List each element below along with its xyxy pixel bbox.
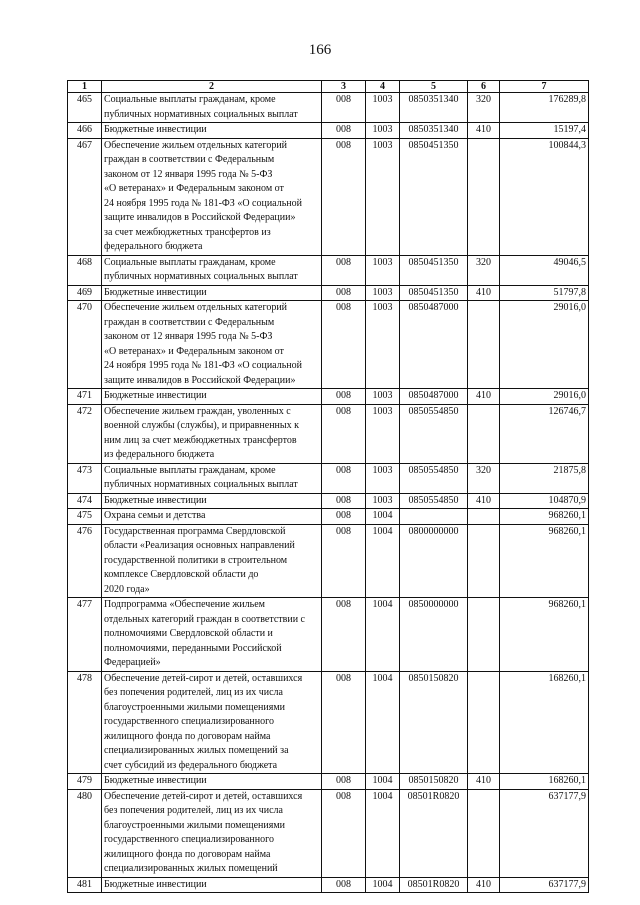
table-row [68, 774, 589, 790]
row-section-cell: 1003 [366, 493, 400, 509]
row-name-line: Бюджетные инвестиции [104, 775, 207, 786]
row-name-line: Охрана семьи и детства [104, 510, 206, 521]
row-amount-cell: 968260,1 [500, 598, 589, 672]
row-section-cell: 1003 [366, 255, 400, 285]
row-name-line: «О ветеранах» и Федеральным законом от [104, 345, 284, 357]
row-name-line: благоустроенными жилыми помещениями [104, 701, 286, 713]
table-row [68, 789, 589, 877]
row-section-cell: 1003 [366, 404, 400, 463]
table-row [68, 255, 589, 285]
row-amount-cell: 637177,9 [500, 877, 589, 893]
table-row [68, 301, 589, 389]
row-expense-type-cell [468, 509, 500, 525]
row-name-cell [102, 877, 322, 893]
row-target-article-cell: 08501R0820 [400, 789, 468, 877]
row-amount-cell: 21875,8 [500, 463, 589, 493]
table-row [68, 509, 589, 525]
row-name-line: отдельных категорий граждан в соответствии с [104, 613, 305, 625]
row-name-cell [102, 774, 322, 790]
table-row [68, 389, 589, 405]
row-name-line: Обеспечение детей-сирот и детей, оставшихся [104, 672, 303, 684]
row-target-article-cell: 0850451350 [400, 255, 468, 285]
row-target-article-cell: 0850351340 [400, 93, 468, 123]
row-name-line: 24 ноября 1995 года № 181-ФЗ «О социальной [104, 360, 302, 371]
row-target-article-cell: 0850487000 [400, 389, 468, 405]
row-expense-type-cell [468, 789, 500, 877]
row-number-cell: 469 [68, 285, 102, 301]
row-number-cell: 479 [68, 774, 102, 790]
row-amount-cell: 49046,5 [500, 255, 589, 285]
row-amount-cell: 104870,9 [500, 493, 589, 509]
row-expense-type-cell: 410 [468, 774, 500, 790]
row-name-line: Бюджетные инвестиции [104, 390, 207, 401]
row-name-line: полномочиями, переданными Российской [104, 642, 282, 654]
row-amount-cell: 29016,0 [500, 389, 589, 405]
row-section-cell: 1004 [366, 774, 400, 790]
row-number-cell: 476 [68, 524, 102, 598]
row-target-article-cell: 08501R0820 [400, 877, 468, 893]
header-cell-4: 4 [366, 81, 400, 93]
row-section-cell: 1003 [366, 285, 400, 301]
row-target-article-cell: 0850000000 [400, 598, 468, 672]
row-name-line: «О ветеранах» и Федеральным законом от [104, 183, 284, 194]
row-name-line: 2020 года» [104, 583, 150, 595]
row-expense-type-cell [468, 404, 500, 463]
row-admin-cell: 008 [322, 301, 366, 389]
row-expense-type-cell: 410 [468, 123, 500, 139]
row-section-cell: 1003 [366, 93, 400, 123]
row-target-article-cell: 0850451350 [400, 138, 468, 255]
row-name-line: благоустроенными жилыми помещениями [104, 819, 286, 831]
row-admin-cell: 008 [322, 463, 366, 493]
row-name-line: Социальные выплаты гражданам, кроме [104, 256, 276, 268]
row-section-cell: 1004 [366, 598, 400, 672]
row-name-cell [102, 93, 322, 123]
row-name-line: публичных нормативных социальных выплат [104, 479, 298, 490]
row-target-article-cell: 0800000000 [400, 524, 468, 598]
row-name-line: Социальные выплаты гражданам, кроме [104, 464, 276, 476]
table-row [68, 493, 589, 509]
row-name-line: Обеспечение жильем отдельных категорий [104, 302, 288, 313]
table-row [68, 524, 589, 598]
row-target-article-cell: 0850487000 [400, 301, 468, 389]
row-admin-cell: 008 [322, 404, 366, 463]
row-amount-cell: 968260,1 [500, 509, 589, 525]
header-cell-3: 3 [322, 81, 366, 93]
row-name-line: государственной политики в строительном [104, 554, 288, 566]
row-section-cell: 1003 [366, 463, 400, 493]
row-name-line: области «Реализация основных направлений [104, 540, 295, 551]
row-name-line: защите инвалидов в Российской Федерации» [104, 374, 296, 386]
row-number-cell: 470 [68, 301, 102, 389]
row-amount-cell: 176289,8 [500, 93, 589, 123]
row-admin-cell: 008 [322, 774, 366, 790]
row-amount-cell: 637177,9 [500, 789, 589, 877]
row-name-cell [102, 138, 322, 255]
row-number-cell: 480 [68, 789, 102, 877]
row-number-cell: 478 [68, 671, 102, 774]
row-name-line: Бюджетные инвестиции [104, 286, 207, 298]
row-admin-cell: 008 [322, 285, 366, 301]
header-cell-2: 2 [102, 81, 322, 93]
row-amount-cell: 100844,3 [500, 138, 589, 255]
row-admin-cell: 008 [322, 598, 366, 672]
row-target-article-cell: 0850554850 [400, 463, 468, 493]
row-section-cell: 1004 [366, 671, 400, 774]
row-name-line: жилищного фонда по договорам найма [104, 848, 271, 860]
row-name-line: защите инвалидов в Российской Федерации» [104, 212, 296, 223]
row-section-cell: 1003 [366, 123, 400, 139]
row-name-cell [102, 301, 322, 389]
row-name-line: Государственная программа Свердловской [104, 525, 286, 537]
row-name-line: 24 ноября 1995 года № 181-ФЗ «О социальной [104, 197, 302, 209]
row-admin-cell: 008 [322, 671, 366, 774]
row-number-cell: 468 [68, 255, 102, 285]
row-name-cell [102, 671, 322, 774]
row-name-line: за счет межбюджетных трансфертов из [104, 226, 271, 238]
row-name-line: Обеспечение детей-сирот и детей, оставшихся [104, 790, 303, 802]
row-expense-type-cell [468, 524, 500, 598]
row-target-article-cell: 0850150820 [400, 774, 468, 790]
row-name-line: из федерального бюджета [104, 449, 215, 460]
header-row [68, 81, 589, 93]
table-row [68, 93, 589, 123]
row-name-line: публичных нормативных социальных выплат [104, 108, 298, 120]
row-name-line: граждан в соответствии с Федеральным [104, 154, 275, 165]
row-number-cell: 481 [68, 877, 102, 893]
row-name-line: счет субсидий из федерального бюджета [104, 759, 278, 771]
row-number-cell: 466 [68, 123, 102, 139]
table-row [68, 123, 589, 139]
row-section-cell: 1003 [366, 138, 400, 255]
row-name-cell [102, 404, 322, 463]
row-admin-cell: 008 [322, 255, 366, 285]
row-target-article-cell [400, 509, 468, 525]
row-name-line: комплексе Свердловской области до [104, 569, 259, 580]
row-section-cell: 1004 [366, 789, 400, 877]
table-row [68, 877, 589, 893]
row-name-line: государственного специализированного [104, 834, 274, 845]
row-number-cell: 477 [68, 598, 102, 672]
row-amount-cell: 968260,1 [500, 524, 589, 598]
row-target-article-cell: 0850451350 [400, 285, 468, 301]
row-amount-cell: 168260,1 [500, 671, 589, 774]
row-number-cell: 473 [68, 463, 102, 493]
row-number-cell: 467 [68, 138, 102, 255]
row-amount-cell: 15197,4 [500, 123, 589, 139]
header-cell-1: 1 [68, 81, 102, 93]
table-body [68, 93, 589, 893]
row-name-line: публичных нормативных социальных выплат [104, 271, 298, 282]
row-name-line: государственного специализированного [104, 716, 274, 727]
table-row [68, 463, 589, 493]
row-section-cell: 1003 [366, 389, 400, 405]
header-cell-7: 7 [500, 81, 589, 93]
row-name-cell [102, 389, 322, 405]
row-admin-cell: 008 [322, 493, 366, 509]
row-expense-type-cell [468, 598, 500, 672]
header-cell-5: 5 [400, 81, 468, 93]
row-amount-cell: 126746,7 [500, 404, 589, 463]
row-admin-cell: 008 [322, 138, 366, 255]
row-expense-type-cell: 320 [468, 93, 500, 123]
row-name-line: Бюджетные инвестиции [104, 494, 207, 506]
table-header [68, 81, 589, 93]
row-target-article-cell: 0850554850 [400, 493, 468, 509]
row-name-line: Социальные выплаты гражданам, кроме [104, 94, 276, 105]
row-name-cell [102, 598, 322, 672]
row-expense-type-cell [468, 671, 500, 774]
row-name-line: Подпрограмма «Обеспечение жильем [104, 599, 265, 610]
row-name-line: Бюджетные инвестиции [104, 878, 207, 890]
row-expense-type-cell: 410 [468, 285, 500, 301]
row-name-cell [102, 524, 322, 598]
row-admin-cell: 008 [322, 93, 366, 123]
row-name-line: граждан в соответствии с Федеральным [104, 316, 275, 328]
row-name-line: без попечения родителей, лиц из их числа [104, 805, 283, 816]
table-row [68, 404, 589, 463]
row-name-line: федерального бюджета [104, 241, 203, 252]
row-name-line: законом от 12 января 1995 года № 5-ФЗ [104, 168, 273, 180]
row-target-article-cell: 0850150820 [400, 671, 468, 774]
row-admin-cell: 008 [322, 123, 366, 139]
row-number-cell: 474 [68, 493, 102, 509]
row-number-cell: 472 [68, 404, 102, 463]
row-number-cell: 475 [68, 509, 102, 525]
row-admin-cell: 008 [322, 877, 366, 893]
row-admin-cell: 008 [322, 389, 366, 405]
row-name-line: специализированных жилых помещений за [104, 745, 289, 756]
page-number: 166 [308, 42, 332, 58]
table-row [68, 285, 589, 301]
row-number-cell: 465 [68, 93, 102, 123]
row-name-line: военной службы (службы), и приравненных к [104, 420, 299, 431]
row-name-line: Обеспечение жильем отдельных категорий [104, 139, 288, 151]
row-name-line: Федерацией» [104, 657, 161, 668]
row-name-cell [102, 123, 322, 139]
table-row [68, 138, 589, 255]
row-expense-type-cell [468, 138, 500, 255]
row-name-line: законом от 12 января 1995 года № 5-ФЗ [104, 331, 273, 342]
row-amount-cell: 51797,8 [500, 285, 589, 301]
row-expense-type-cell: 410 [468, 877, 500, 893]
row-name-line: Обеспечение жильем граждан, уволенных с [104, 405, 291, 417]
row-admin-cell: 008 [322, 509, 366, 525]
row-name-cell [102, 463, 322, 493]
row-amount-cell: 168260,1 [500, 774, 589, 790]
table-row [68, 671, 589, 774]
row-admin-cell: 008 [322, 524, 366, 598]
row-name-line: жилищного фонда по договорам найма [104, 730, 271, 742]
row-expense-type-cell [468, 301, 500, 389]
row-section-cell: 1004 [366, 877, 400, 893]
row-section-cell: 1003 [366, 301, 400, 389]
row-name-cell [102, 509, 322, 525]
row-expense-type-cell: 320 [468, 463, 500, 493]
row-name-cell [102, 493, 322, 509]
row-name-line: без попечения родителей, лиц из их числа [104, 687, 283, 698]
row-name-line: специализированных жилых помещений [104, 863, 278, 874]
row-name-cell [102, 285, 322, 301]
row-admin-cell: 008 [322, 789, 366, 877]
row-name-line: Бюджетные инвестиции [104, 124, 207, 135]
row-name-cell [102, 255, 322, 285]
row-section-cell: 1004 [366, 524, 400, 598]
row-expense-type-cell: 320 [468, 255, 500, 285]
row-target-article-cell: 0850554850 [400, 404, 468, 463]
row-name-cell [102, 789, 322, 877]
row-name-line: ним лиц за счет межбюджетных трансфертов [104, 434, 297, 446]
row-amount-cell: 29016,0 [500, 301, 589, 389]
table-row [68, 598, 589, 672]
budget-table [67, 80, 589, 893]
row-number-cell: 471 [68, 389, 102, 405]
row-name-line: полномочиями Свердловской области и [104, 628, 273, 639]
header-cell-6: 6 [468, 81, 500, 93]
row-section-cell: 1004 [366, 509, 400, 525]
row-expense-type-cell: 410 [468, 493, 500, 509]
row-expense-type-cell: 410 [468, 389, 500, 405]
row-target-article-cell: 0850351340 [400, 123, 468, 139]
